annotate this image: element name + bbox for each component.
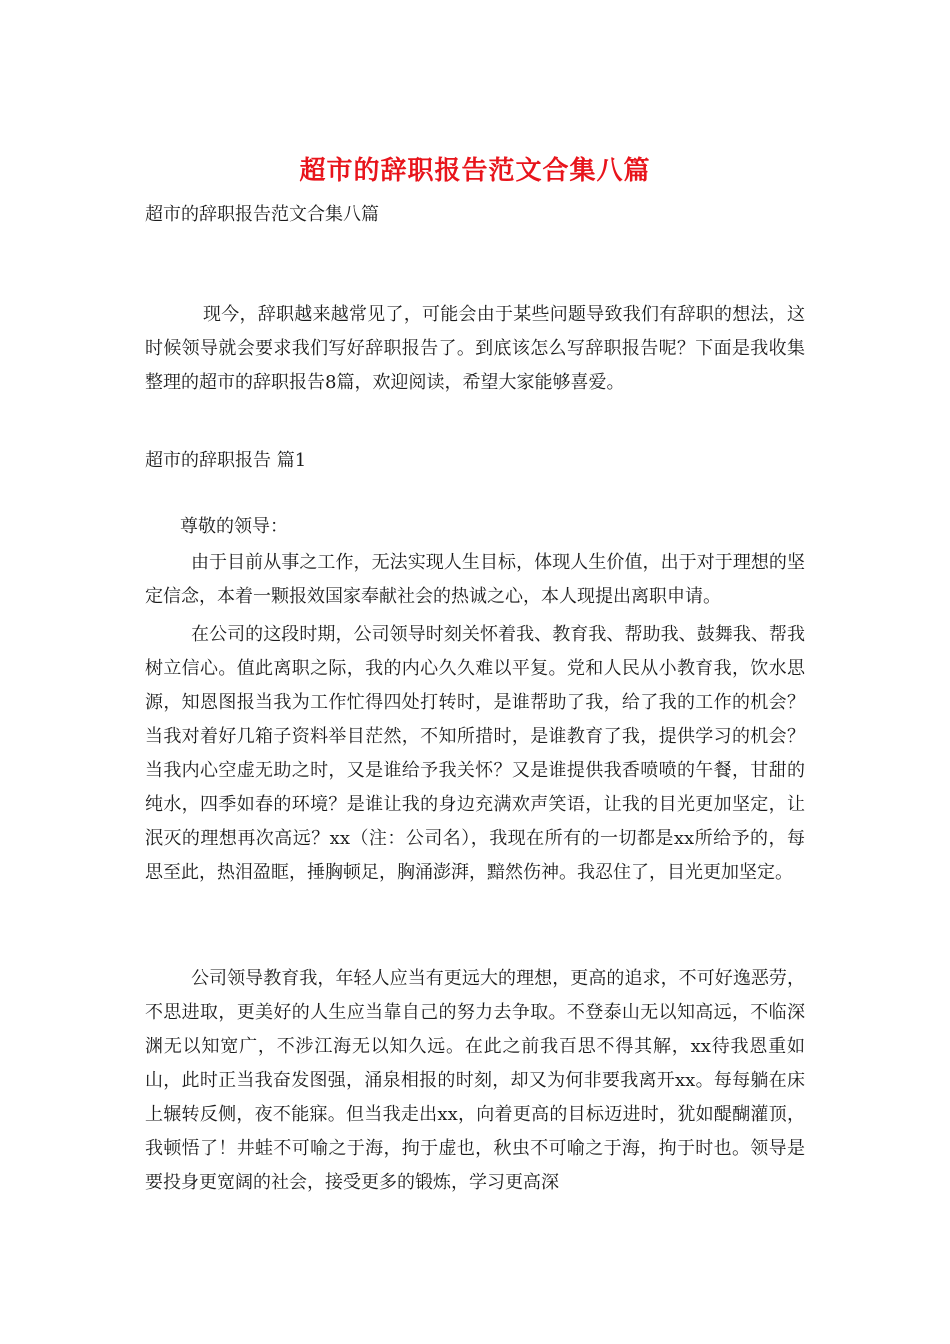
document-title: 超市的辞职报告范文合集八篇 xyxy=(299,156,651,186)
body-paragraph: 公司领导教育我，年轻人应当有更远大的理想，更高的追求，不可好逸恶劳，不思进取，更美好的人生应当靠自己的努力去争取。不登泰山无以知高远，不临深渊无以知宽广，不涉江海无以知久远。在此之前我百思不得其解，xx待我恩重如山，此时正当我奋发图强，涌泉相报的时刻，却又为何非要我离开xx。每每躺在床上辗转反侧，夜不能寐。但当我走出xx，向着更高的目标迈进时，犹如醍醐灌顶，我顿悟了！井蛙不可喻之于海，拘于虚也，秋虫不可喻之于海，拘于时也。领导是要投身更宽阔的社会，接受更多的锻炼，学习更高深 xyxy=(145,968,805,1193)
body-paragraph: 由于目前从事之工作，无法实现人生目标，体现人生价值，出于对于理想的坚定信念，本着一颗报效国家奉献社会的热诚之心，本人现提出离职申请。 xyxy=(145,552,805,607)
intro-paragraph: 现今，辞职越来越常见了，可能会由于某些问题导致我们有辞职的想法，这时候领导就会要求我们写好辞职报告了。到底该怎么写辞职报告呢？下面是我收集整理的超市的辞职报告8篇，欢迎阅读，希望大家能够喜爱。 xyxy=(145,304,805,393)
section-heading: 超市的辞职报告 篇1 xyxy=(145,450,307,471)
salutation: 尊敬的领导： xyxy=(180,516,288,537)
body-paragraph: 在公司的这段时期，公司领导时刻关怀着我、教育我、帮助我、鼓舞我、帮我树立信心。值此离职之际，我的内心久久难以平复。党和人民从小教育我，饮水思源，知恩图报当我为工作忙得四处打转时，是谁帮助了我，给了我的工作的机会？当我对着好几箱子资料举目茫然，不知所措时，是谁教育了我，提供学习的机会？当我内心空虚无助之时，又是谁给予我关怀？又是谁提供我香喷喷的午餐，甘甜的纯水，四季如春的环境？是谁让我的身边充满欢声笑语，让我的目光更加坚定，让泯灭的理想再次高远？xx（注：公司名），我现在所有的一切都是xx所给予的，每思至此，热泪盈眶，捶胸顿足，胸涌澎湃，黯然伤神。我忍住了，目光更加坚定。 xyxy=(145,624,805,883)
document-subtitle: 超市的辞职报告范文合集八篇 xyxy=(145,204,379,225)
